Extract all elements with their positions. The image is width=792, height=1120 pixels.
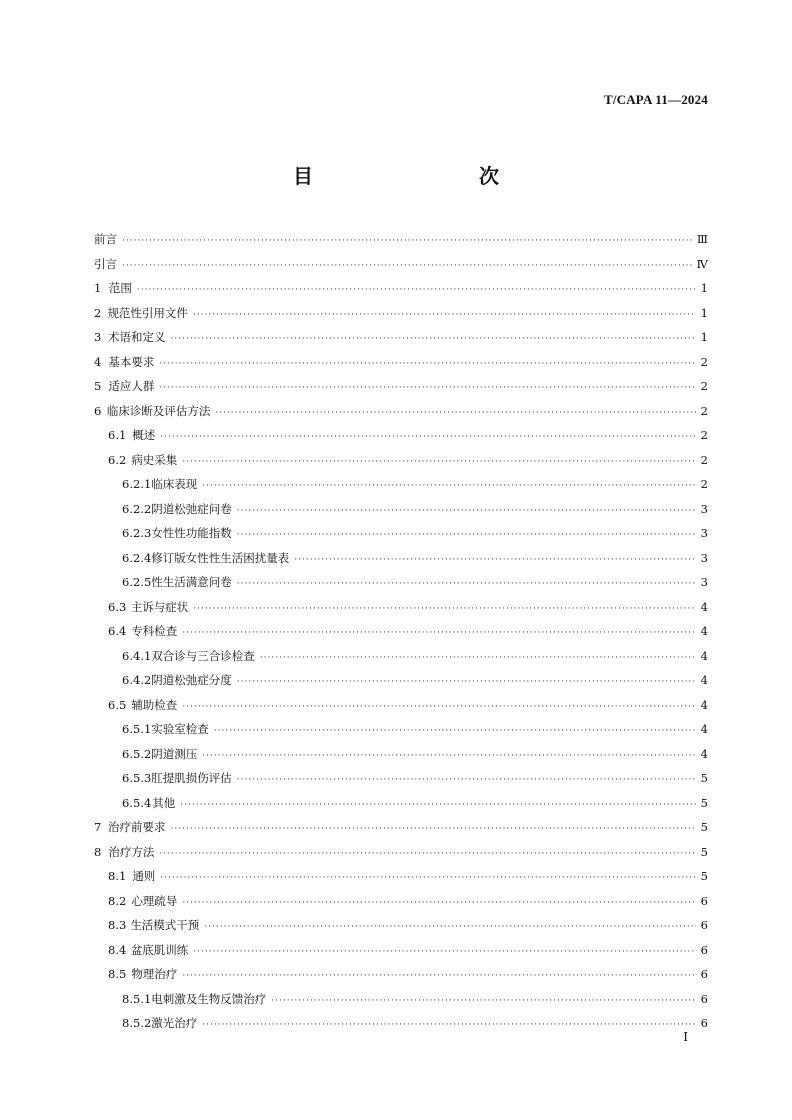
- toc-entry-number: 6.5.4: [122, 795, 152, 810]
- page-title: 目 次: [293, 164, 541, 188]
- toc-entry-title: 阴道松弛症问卷: [151, 501, 232, 516]
- toc-entry-number: 6.4: [108, 624, 127, 638]
- toc-entry[interactable]: [94, 423, 708, 448]
- toc-entry-title: 修订版女性性生活困扰量表: [151, 550, 290, 565]
- toc-entry-title: 范围: [108, 281, 132, 295]
- toc-entry-number: 7: [94, 820, 102, 834]
- toc-entry-page: 2: [700, 428, 708, 442]
- toc-entry-page: 6: [700, 942, 708, 957]
- toc-entry-number: 6.3: [108, 599, 127, 614]
- toc-entry-title: 阴道测压: [151, 746, 198, 761]
- toc-entry-title: 临床表现: [151, 477, 198, 491]
- toc-entry-page: 2: [700, 452, 708, 467]
- toc-entry[interactable]: [94, 570, 708, 595]
- standard-code: T/CAPA 11—2024: [603, 92, 708, 107]
- toc-entry-title: 实验室检查: [151, 722, 209, 736]
- toc-dot-leader: [160, 866, 696, 891]
- toc-entry-title: 电刺激及生物反馈治疗: [151, 991, 267, 1006]
- toc-entry-page: 6: [700, 1016, 708, 1030]
- toc-dot-leader: [193, 597, 696, 622]
- toc-entry-number: 6.5.1: [122, 722, 152, 736]
- toc-entry-page: 4: [700, 624, 708, 638]
- toc-dot-leader: [260, 646, 696, 671]
- toc-entry-title: 病史采集: [131, 452, 178, 467]
- toc-entry-number: 6.2.5: [122, 575, 152, 589]
- toc-entry-number: 1: [94, 281, 102, 295]
- toc-entry[interactable]: [94, 742, 708, 767]
- toc-entry-title: 激光治疗: [151, 1016, 198, 1030]
- toc-entry-title: 生活模式干预: [130, 918, 200, 932]
- toc-entry-number: 5: [94, 379, 102, 393]
- toc-entry[interactable]: [94, 840, 708, 865]
- toc-dot-leader: [180, 793, 696, 818]
- toc-entry-title: 治疗前要求: [108, 820, 166, 834]
- toc-dot-leader: [137, 278, 696, 303]
- toc-entry[interactable]: [94, 350, 708, 375]
- toc-entry-title: 规范性引用文件: [107, 305, 188, 320]
- toc-entry-number: 6: [94, 403, 102, 418]
- toc-entry-number: 4: [94, 354, 102, 369]
- toc-entry[interactable]: [94, 791, 708, 816]
- toc-dot-leader: [182, 695, 696, 720]
- toc-entry-page: 5: [700, 820, 708, 834]
- toc-dot-leader: [182, 891, 696, 916]
- toc-entry[interactable]: [94, 938, 708, 963]
- toc-dot-leader: [202, 744, 696, 769]
- toc-entry-page: 5: [700, 795, 708, 810]
- toc-entry-title: 临床诊断及评估方法: [106, 403, 211, 418]
- toc-entry-number: 8: [94, 844, 102, 859]
- toc-entry-page: 4: [700, 673, 708, 687]
- toc-entry-number: 6.1: [108, 428, 127, 442]
- toc-entry[interactable]: [94, 864, 708, 889]
- toc-entry[interactable]: [94, 693, 708, 718]
- toc-entry-number: 6.2.4: [122, 550, 152, 565]
- toc-dot-leader: [214, 719, 696, 744]
- toc-entry-number: 8.5.2: [122, 1016, 152, 1030]
- toc-entry-title: 女性性功能指数: [151, 526, 232, 540]
- toc-entry-title: 术语和定义: [108, 330, 166, 344]
- toc-entry-title: 性生活满意问卷: [151, 575, 232, 589]
- toc-entry-number: 6.5: [108, 697, 127, 712]
- table-of-contents: [94, 227, 708, 1036]
- toc-entry-page: 3: [700, 550, 708, 565]
- toc-dot-leader: [171, 327, 696, 352]
- toc-entry-number: 6.2: [108, 452, 127, 467]
- toc-entry[interactable]: [94, 717, 708, 742]
- toc-entry-page: 5: [700, 771, 708, 785]
- toc-entry[interactable]: [94, 448, 708, 473]
- toc-dot-leader: [193, 303, 696, 328]
- toc-entry-title: 盆底肌训练: [130, 942, 189, 957]
- toc-entry-number: 8.4: [108, 942, 127, 957]
- toc-entry-title: 辅助检查: [131, 697, 178, 712]
- toc-entry-page: 2: [700, 403, 708, 418]
- toc-entry[interactable]: [94, 815, 708, 840]
- toc-entry-number: 8.5: [108, 967, 127, 981]
- toc-entry-number: 3: [94, 330, 102, 344]
- toc-dot-leader: [237, 523, 696, 548]
- toc-dot-leader: [193, 940, 696, 965]
- toc-entry[interactable]: [94, 252, 708, 277]
- toc-entry-page: 2: [700, 379, 708, 393]
- toc-entry-title: 双合诊与三合诊检查: [151, 648, 255, 663]
- toc-dot-leader: [182, 450, 696, 475]
- toc-entry-number: 2: [94, 305, 102, 320]
- toc-entry-page: 1: [700, 281, 708, 295]
- toc-entry-title: 其他: [152, 795, 176, 810]
- toc-entry[interactable]: [94, 301, 708, 326]
- toc-dot-leader: [204, 915, 696, 940]
- toc-entry-page: 6: [700, 967, 708, 981]
- toc-entry[interactable]: [94, 987, 708, 1012]
- toc-dot-leader: [160, 425, 696, 450]
- toc-entry-page: 4: [700, 722, 708, 736]
- toc-entry-number: 6.5.3: [122, 771, 152, 785]
- toc-dot-leader: [182, 621, 696, 646]
- toc-entry[interactable]: [94, 962, 708, 987]
- toc-entry-page: 5: [700, 869, 708, 883]
- toc-entry-title: 引言: [94, 256, 117, 271]
- toc-entry-page: 6: [700, 893, 708, 908]
- toc-entry[interactable]: [94, 619, 708, 644]
- toc-entry[interactable]: [94, 546, 708, 571]
- toc-entry-number: 6.2.1: [122, 477, 152, 491]
- toc-entry-title: 肛提肌损伤评估: [151, 771, 232, 785]
- toc-dot-leader: [122, 254, 693, 279]
- toc-entry-number: 6.5.2: [122, 746, 152, 761]
- toc-entry-title: 通则: [132, 869, 156, 883]
- toc-entry-page: 6: [700, 991, 708, 1006]
- toc-entry[interactable]: [94, 644, 708, 669]
- toc-dot-leader: [294, 548, 696, 573]
- page-number: I: [683, 1030, 688, 1044]
- toc-entry-title: 前言: [94, 232, 117, 246]
- toc-dot-leader: [237, 768, 696, 793]
- toc-entry-title: 主诉与症状: [130, 599, 189, 614]
- toc-dot-leader: [202, 474, 696, 499]
- toc-entry[interactable]: [94, 325, 708, 350]
- toc-dot-leader: [237, 670, 696, 695]
- toc-entry-page: 3: [700, 575, 708, 589]
- toc-entry-title: 心理疏导: [131, 893, 178, 908]
- toc-entry-page: 5: [700, 844, 708, 859]
- toc-dot-leader: [159, 352, 696, 377]
- toc-entry-title: 阴道松弛症分度: [151, 673, 232, 687]
- toc-entry-title: 适应人群: [108, 379, 155, 393]
- toc-dot-leader: [171, 817, 696, 842]
- toc-entry-number: 6.4.1: [122, 648, 152, 663]
- toc-dot-leader: [159, 376, 696, 401]
- toc-entry-number: 8.1: [108, 869, 127, 883]
- toc-entry-page: 4: [700, 746, 708, 761]
- toc-entry-page: 3: [700, 526, 708, 540]
- toc-dot-leader: [237, 572, 696, 597]
- toc-entry-title: 物理治疗: [131, 967, 178, 981]
- toc-entry[interactable]: [94, 227, 708, 252]
- toc-entry-number: 6.2.3: [122, 526, 152, 540]
- toc-entry-number: 6.4.2: [122, 673, 152, 687]
- toc-entry-page: 2: [700, 354, 708, 369]
- toc-entry-number: 8.5.1: [122, 991, 152, 1006]
- toc-entry-page: 1: [700, 330, 708, 344]
- toc-dot-leader: [182, 964, 696, 989]
- toc-entry-title: 治疗方法: [108, 844, 155, 859]
- toc-entry[interactable]: [94, 889, 708, 914]
- toc-dot-leader: [202, 1013, 696, 1038]
- toc-entry-title: 基本要求: [108, 354, 155, 369]
- toc-entry[interactable]: [94, 374, 708, 399]
- toc-entry[interactable]: [94, 276, 708, 301]
- toc-entry-page: 4: [700, 648, 708, 663]
- toc-entry-page: Ⅲ: [696, 232, 708, 246]
- toc-dot-leader: [215, 401, 696, 426]
- toc-entry-title: 专科检查: [131, 624, 178, 638]
- toc-entry[interactable]: [94, 1011, 708, 1036]
- toc-entry-page: Ⅳ: [696, 256, 708, 271]
- toc-entry-page: 4: [700, 697, 708, 712]
- toc-entry[interactable]: [94, 497, 708, 522]
- toc-entry-number: 6.2.2: [122, 501, 152, 516]
- toc-entry-page: 2: [700, 477, 708, 491]
- toc-entry[interactable]: [94, 668, 708, 693]
- toc-entry-number: 8.3: [108, 918, 127, 932]
- toc-entry[interactable]: [94, 521, 708, 546]
- toc-entry-page: 3: [700, 501, 708, 516]
- toc-dot-leader: [122, 229, 693, 254]
- toc-entry[interactable]: [94, 766, 708, 791]
- toc-entry-title: 概述: [132, 428, 156, 442]
- toc-entry[interactable]: [94, 595, 708, 620]
- toc-dot-leader: [237, 499, 696, 524]
- toc-entry[interactable]: [94, 472, 708, 497]
- toc-dot-leader: [271, 989, 696, 1014]
- toc-entry[interactable]: [94, 913, 708, 938]
- toc-entry[interactable]: [94, 399, 708, 424]
- toc-entry-page: 4: [700, 599, 708, 614]
- toc-dot-leader: [159, 842, 696, 867]
- toc-entry-page: 6: [700, 918, 708, 932]
- toc-entry-page: 1: [700, 305, 708, 320]
- toc-entry-number: 8.2: [108, 893, 127, 908]
